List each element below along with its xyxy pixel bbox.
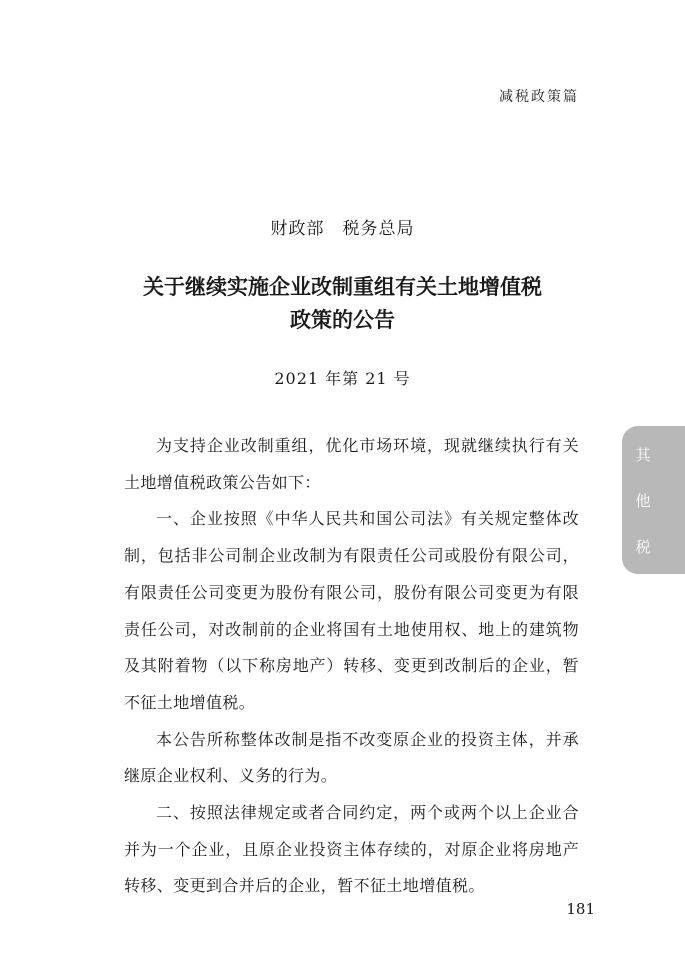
running-header: 减税政策篇	[499, 89, 579, 105]
document-number: 2021 年第 21 号	[274, 369, 411, 388]
paragraph-clause-1: 一、企业按照《中华人民共和国公司法》有关规定整体改制，包括非公司制企业改制为有限责任公司或股份有限公司，有限责任公司变更为股份有限公司，股份有限公司变更为有限责任公司，对改制前的企业将国有土地使用权、地上的建筑物及其附着物（以下称房地产）转移、变更到改制后的企业，暂不征土地增值税。	[124, 509, 579, 712]
section-side-tab	[622, 426, 685, 574]
title-line-2: 政策的公告	[290, 307, 395, 332]
side-tab-char-2: 他	[635, 492, 651, 510]
document-body	[124, 428, 579, 905]
document-title	[0, 270, 685, 336]
issuer-line	[0, 214, 685, 239]
page-number: 181	[566, 900, 595, 918]
side-tab-char-3: 税	[635, 538, 651, 556]
issuer-ministry-of-finance: 财政部	[270, 219, 325, 239]
issuer-tax-administration: 税务总局	[342, 219, 415, 239]
title-line-1: 关于继续实施企业改制重组有关土地增值税	[143, 274, 542, 299]
paragraph-intro: 为支持企业改制重组，优化市场环境，现就继续执行有关土地增值税政策公告如下：	[124, 436, 579, 492]
paragraph-clause-2: 二、按照法律规定或者合同约定，两个或两个以上企业合并为一个企业，且原企业投资主体存续的，对原企业将房地产转移、变更到合并后的企业，暂不征土地增值税。	[124, 803, 579, 896]
side-tab-char-1: 其	[635, 446, 651, 464]
paragraph-definition: 本公告所称整体改制是指不改变原企业的投资主体，并承继原企业权利、义务的行为。	[124, 729, 579, 786]
